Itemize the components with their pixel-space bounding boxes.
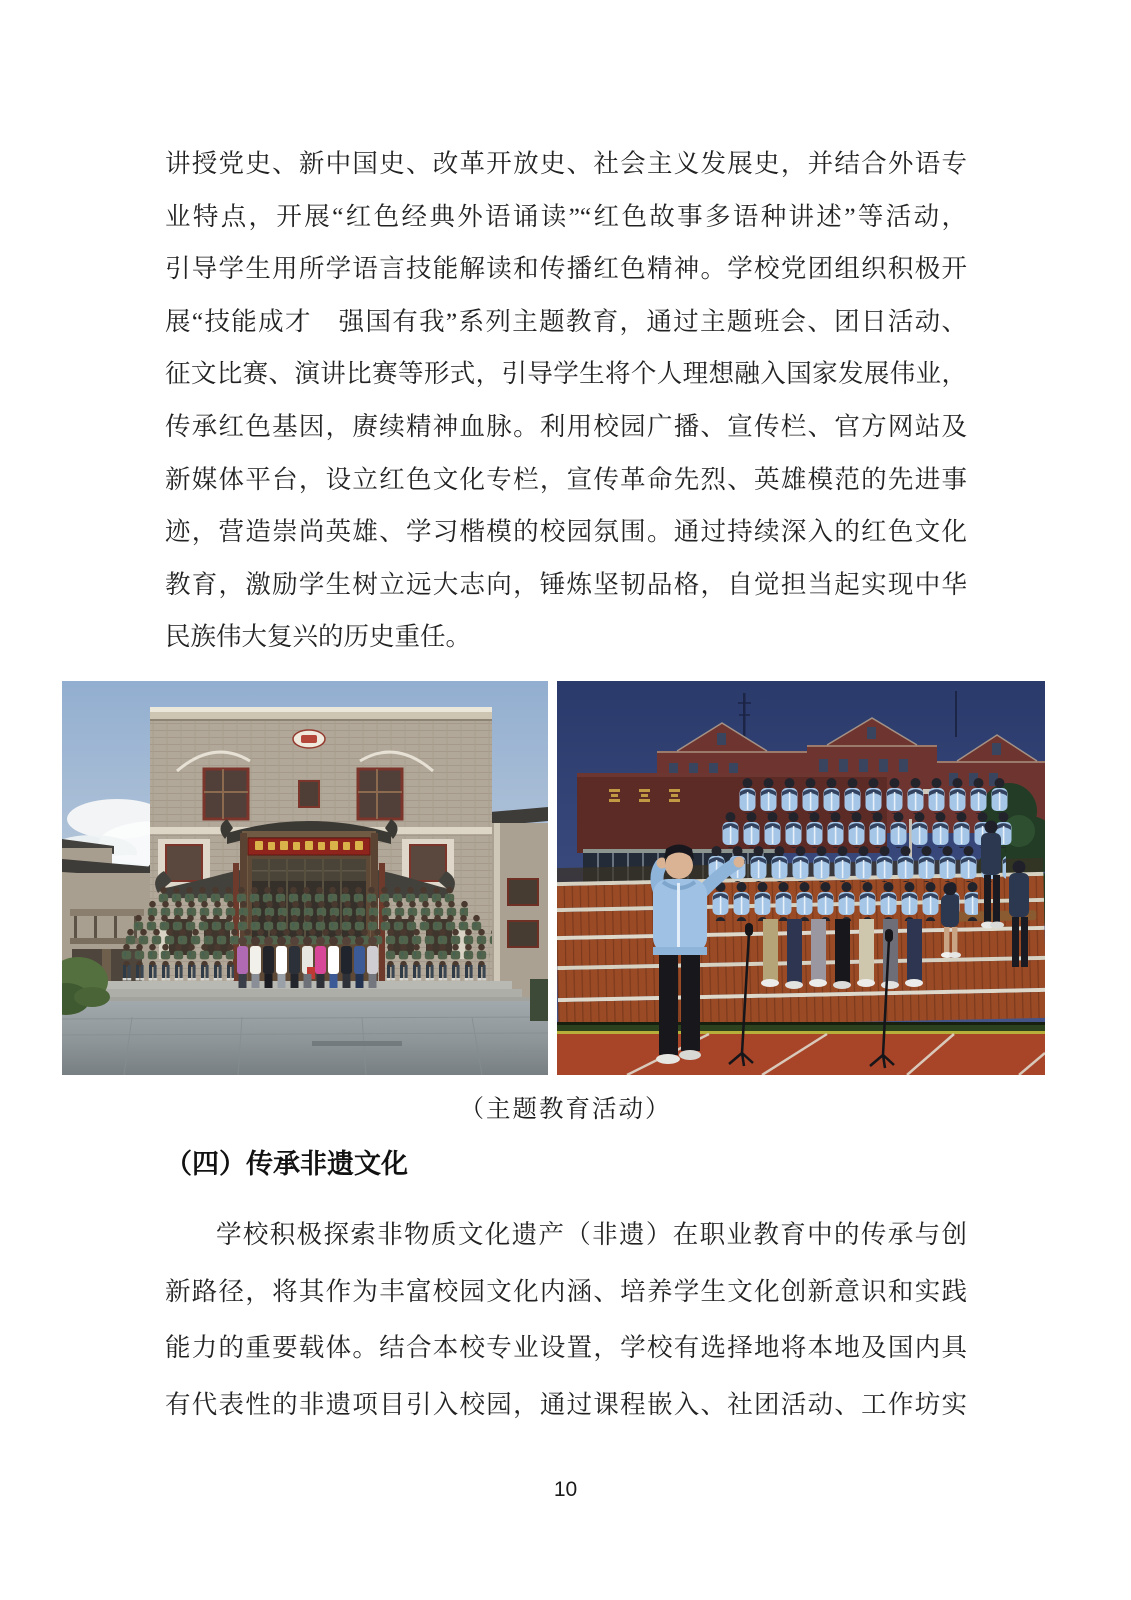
text-line: 民族伟大复兴的历史重任。 — [165, 622, 472, 652]
left-photo-crowd — [120, 886, 492, 988]
page-number: 10 — [553, 1478, 578, 1501]
photo-row — [62, 681, 1045, 1075]
banner-calligraphy — [255, 841, 363, 850]
text-line: 业特点，开展“红色经典外语诵读”“红色故事多语种讲述”等活动， — [165, 201, 967, 231]
text-line: 迹，营造崇尚英雄、学习楷模的校园氛围。通过持续深入的红色文化 — [165, 517, 967, 547]
text-line: 新路径，将其作为丰富校园文化内涵、培养学生文化创新意识和实践 — [165, 1276, 967, 1306]
left-photo-pavement — [62, 1001, 548, 1075]
text-line: 传承红色基因，赓续精神血脉。利用校园广播、宣传栏、官方网站及 — [165, 411, 967, 441]
crowd-adults-row — [237, 937, 378, 989]
group-photo-image — [62, 681, 548, 1075]
text-line: 新媒体平台，设立红色文化专栏，宣传革命先烈、英雄模范的先进事 — [165, 464, 967, 494]
paragraph-intangible-heritage — [165, 1207, 967, 1433]
photo-caption: （主题教育活动） — [459, 1096, 672, 1123]
text-line: 能力的重要载体。结合本校专业设置，学校有选择地将本地及国内具 — [165, 1333, 967, 1363]
photo-traditional-building-group — [62, 681, 548, 1075]
paragraph-red-education — [165, 138, 967, 664]
text-line: 引导学生用所学语言技能解读和传播红色精神。学校党团组织积极开 — [165, 254, 967, 284]
text-line: 征文比赛、演讲比赛等形式，引导学生将个人理想融入国家发展伟业， — [165, 359, 967, 389]
text-line: 有代表性的非遗项目引入校园，通过课程嵌入、社团活动、工作坊实 — [165, 1389, 967, 1419]
text-line: 学校积极探索非物质文化遗产（非遗）在职业教育中的传承与创 — [216, 1220, 967, 1249]
choir-photo-image — [557, 681, 1045, 1075]
photo-choir-bleachers — [557, 681, 1045, 1075]
text-line: 讲授党史、新中国史、改革开放史、社会主义发展史，并结合外语专 — [165, 149, 967, 178]
section-heading: （四）传承非遗文化 — [165, 1149, 408, 1179]
text-line: 教育，激励学生树立远大志向，锤炼坚韧品格，自觉担当起实现中华 — [165, 569, 967, 599]
track-and-stripe — [557, 1022, 1045, 1075]
text-line: 展“技能成才 强国有我”系列主题教育，通过主题班会、团日活动、 — [165, 306, 967, 336]
